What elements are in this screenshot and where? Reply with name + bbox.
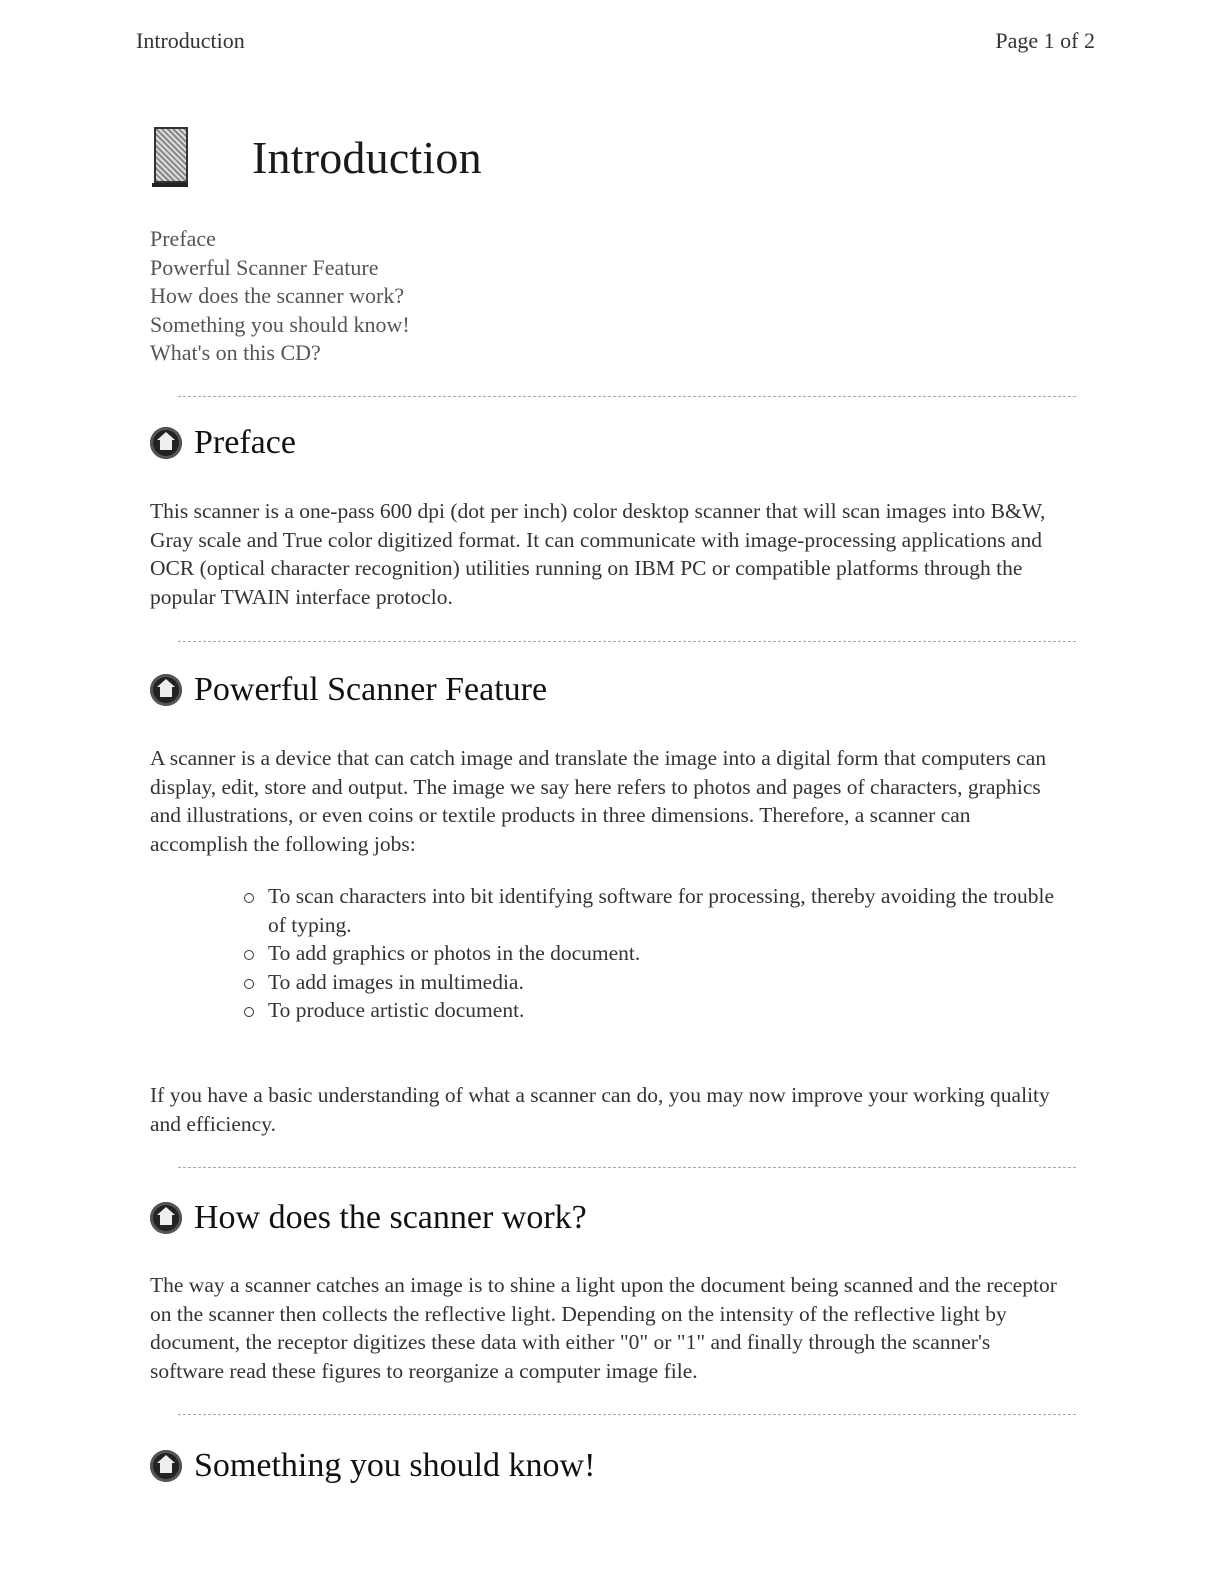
home-icon[interactable] — [150, 674, 182, 706]
toc-link-how-it-works[interactable]: How does the scanner work? — [150, 283, 405, 308]
feature-intro-paragraph: A scanner is a device that can catch image and translate the image into a digital form that computers can display, edit, store and output. The image we say here refers to photos and pages of characters, graphics and illustrations, or even coins or textile products in three dimensions. Therefore, a scanner can accomplish the following jobs: — [150, 746, 1047, 856]
page-title: Introduction — [252, 131, 482, 183]
home-icon[interactable] — [150, 1202, 182, 1234]
feature-job-list — [242, 882, 1062, 1025]
header-page-number: Page 1 of 2 — [995, 28, 1095, 53]
title-block — [150, 125, 482, 189]
list-item: To add graphics or photos in the document. — [242, 939, 1062, 968]
divider — [178, 1167, 1076, 1168]
home-icon[interactable] — [150, 1450, 182, 1482]
section-heading-scanner-feature — [150, 671, 547, 709]
toc-link-scanner-feature[interactable]: Powerful Scanner Feature — [150, 254, 379, 280]
table-of-contents — [150, 225, 410, 368]
list-item: To add images in multimedia. — [242, 968, 1062, 997]
header-section-title: Introduction — [136, 28, 245, 53]
divider — [178, 1414, 1076, 1415]
toc-link-something-to-know[interactable]: Something you should know! — [150, 311, 410, 337]
preface-paragraph: This scanner is a one-pass 600 dpi (dot per inch) color desktop scanner that will scan images into B&W, Gray scale and True color digitized format. It can communicate with image-processing applications and OCR (optical character recognition) utilities running on IBM PC or compatible platforms through the popular TWAIN interface protoclo. — [150, 499, 1046, 609]
feature-outro-paragraph: If you have a basic understanding of what a scanner can do, you may now improve your working quality and efficiency. — [150, 1083, 1050, 1136]
section-heading-something-to-know — [150, 1447, 595, 1485]
section-heading-text: Preface — [194, 424, 296, 461]
section-heading-text: Powerful Scanner Feature — [194, 671, 548, 708]
home-icon[interactable] — [150, 427, 182, 459]
book-icon — [150, 125, 188, 189]
list-item: To produce artistic document. — [242, 996, 1062, 1025]
toc-link-cd-contents[interactable]: What's on this CD? — [150, 340, 321, 365]
how-it-works-paragraph: The way a scanner catches an image is to shine a light upon the document being scanned and the receptor on the scanner then collects the reflective light. Depending on the intensity of the reflective light by document, the receptor digitizes these data with either "0" or "1" and finally through the scanner's software read these figures to reorganize a computer image file. — [150, 1273, 1057, 1383]
section-heading-how-it-works — [150, 1199, 587, 1237]
running-header — [136, 28, 1095, 54]
section-heading-text: Something you should know! — [194, 1447, 596, 1484]
list-item: To scan characters into bit identifying software for processing, thereby avoiding the trouble of typing. — [242, 882, 1062, 939]
toc-link-preface[interactable]: Preface — [150, 226, 216, 251]
divider — [178, 641, 1076, 642]
section-heading-text: How does the scanner work? — [194, 1199, 587, 1236]
section-heading-preface — [150, 424, 296, 462]
divider — [178, 396, 1076, 397]
